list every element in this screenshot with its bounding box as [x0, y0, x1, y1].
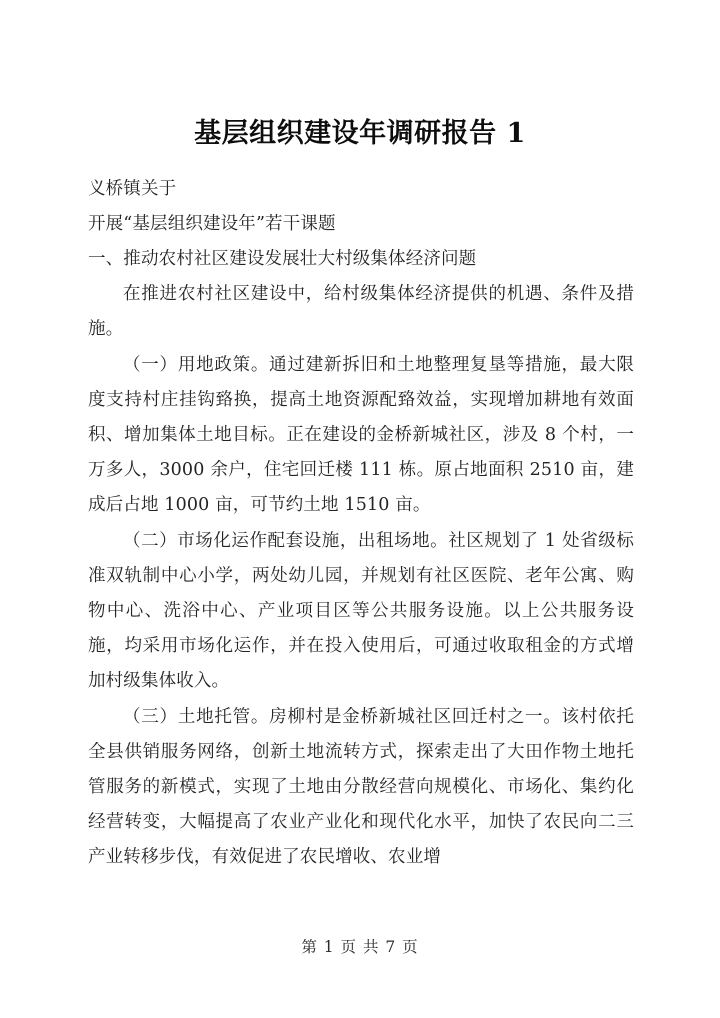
header-line-1: 义桥镇关于	[88, 179, 177, 199]
paragraph-section-1: （一）用地政策。通过建新拆旧和土地整理复垦等措施，最大限度支持村庄挂钩臵换，提高土地资源配臵效益，实现增加耕地有效面积、增加集体土地目标。正在建设的金桥新城社区，涉及 8 个村，一万多人，3000 余户，住宅回迁楼 111 栋。原占地面积 2510 亩，建成后占地 1000 亩，可节约土地 1510 亩。	[88, 355, 634, 515]
page-footer: 第 1 页 共 7 页	[301, 938, 419, 956]
page-title: 基层组织建设年调研报告 1	[194, 118, 526, 149]
document-body	[88, 172, 634, 875]
paragraph-intro: 在推进农村社区建设中，给村级集体经济提供的机遇、条件及措施。	[88, 284, 634, 339]
header-line-3: 一、推动农村社区建设发展壮大村级集体经济问题	[88, 249, 477, 269]
paragraph-section-3: （三）土地托管。房柳村是金桥新城社区回迁村之一。该村依托全县供销服务网络，创新土地流转方式，探索走出了大田作物土地托管服务的新模式，实现了土地由分散经营向规模化、市场化、集约化经营转变，大幅提高了农业产业化和现代化水平，加快了农民向二三产业转移步伐，有效促进了农民增收、农业增	[88, 707, 634, 867]
header-line-2: 开展“基层组织建设年”若干课题	[88, 214, 336, 234]
paragraph-section-2: （二）市场化运作配套设施，出租场地。社区规划了 1 处省级标准双轨制中心小学，两处幼儿园，并规划有社区医院、老年公寓、购物中心、洗浴中心、产业项目区等公共服务设施。以上公共服务设施，均采用市场化运作，并在投入使用后，可通过收取租金的方式增加村级集体收入。	[88, 531, 634, 691]
